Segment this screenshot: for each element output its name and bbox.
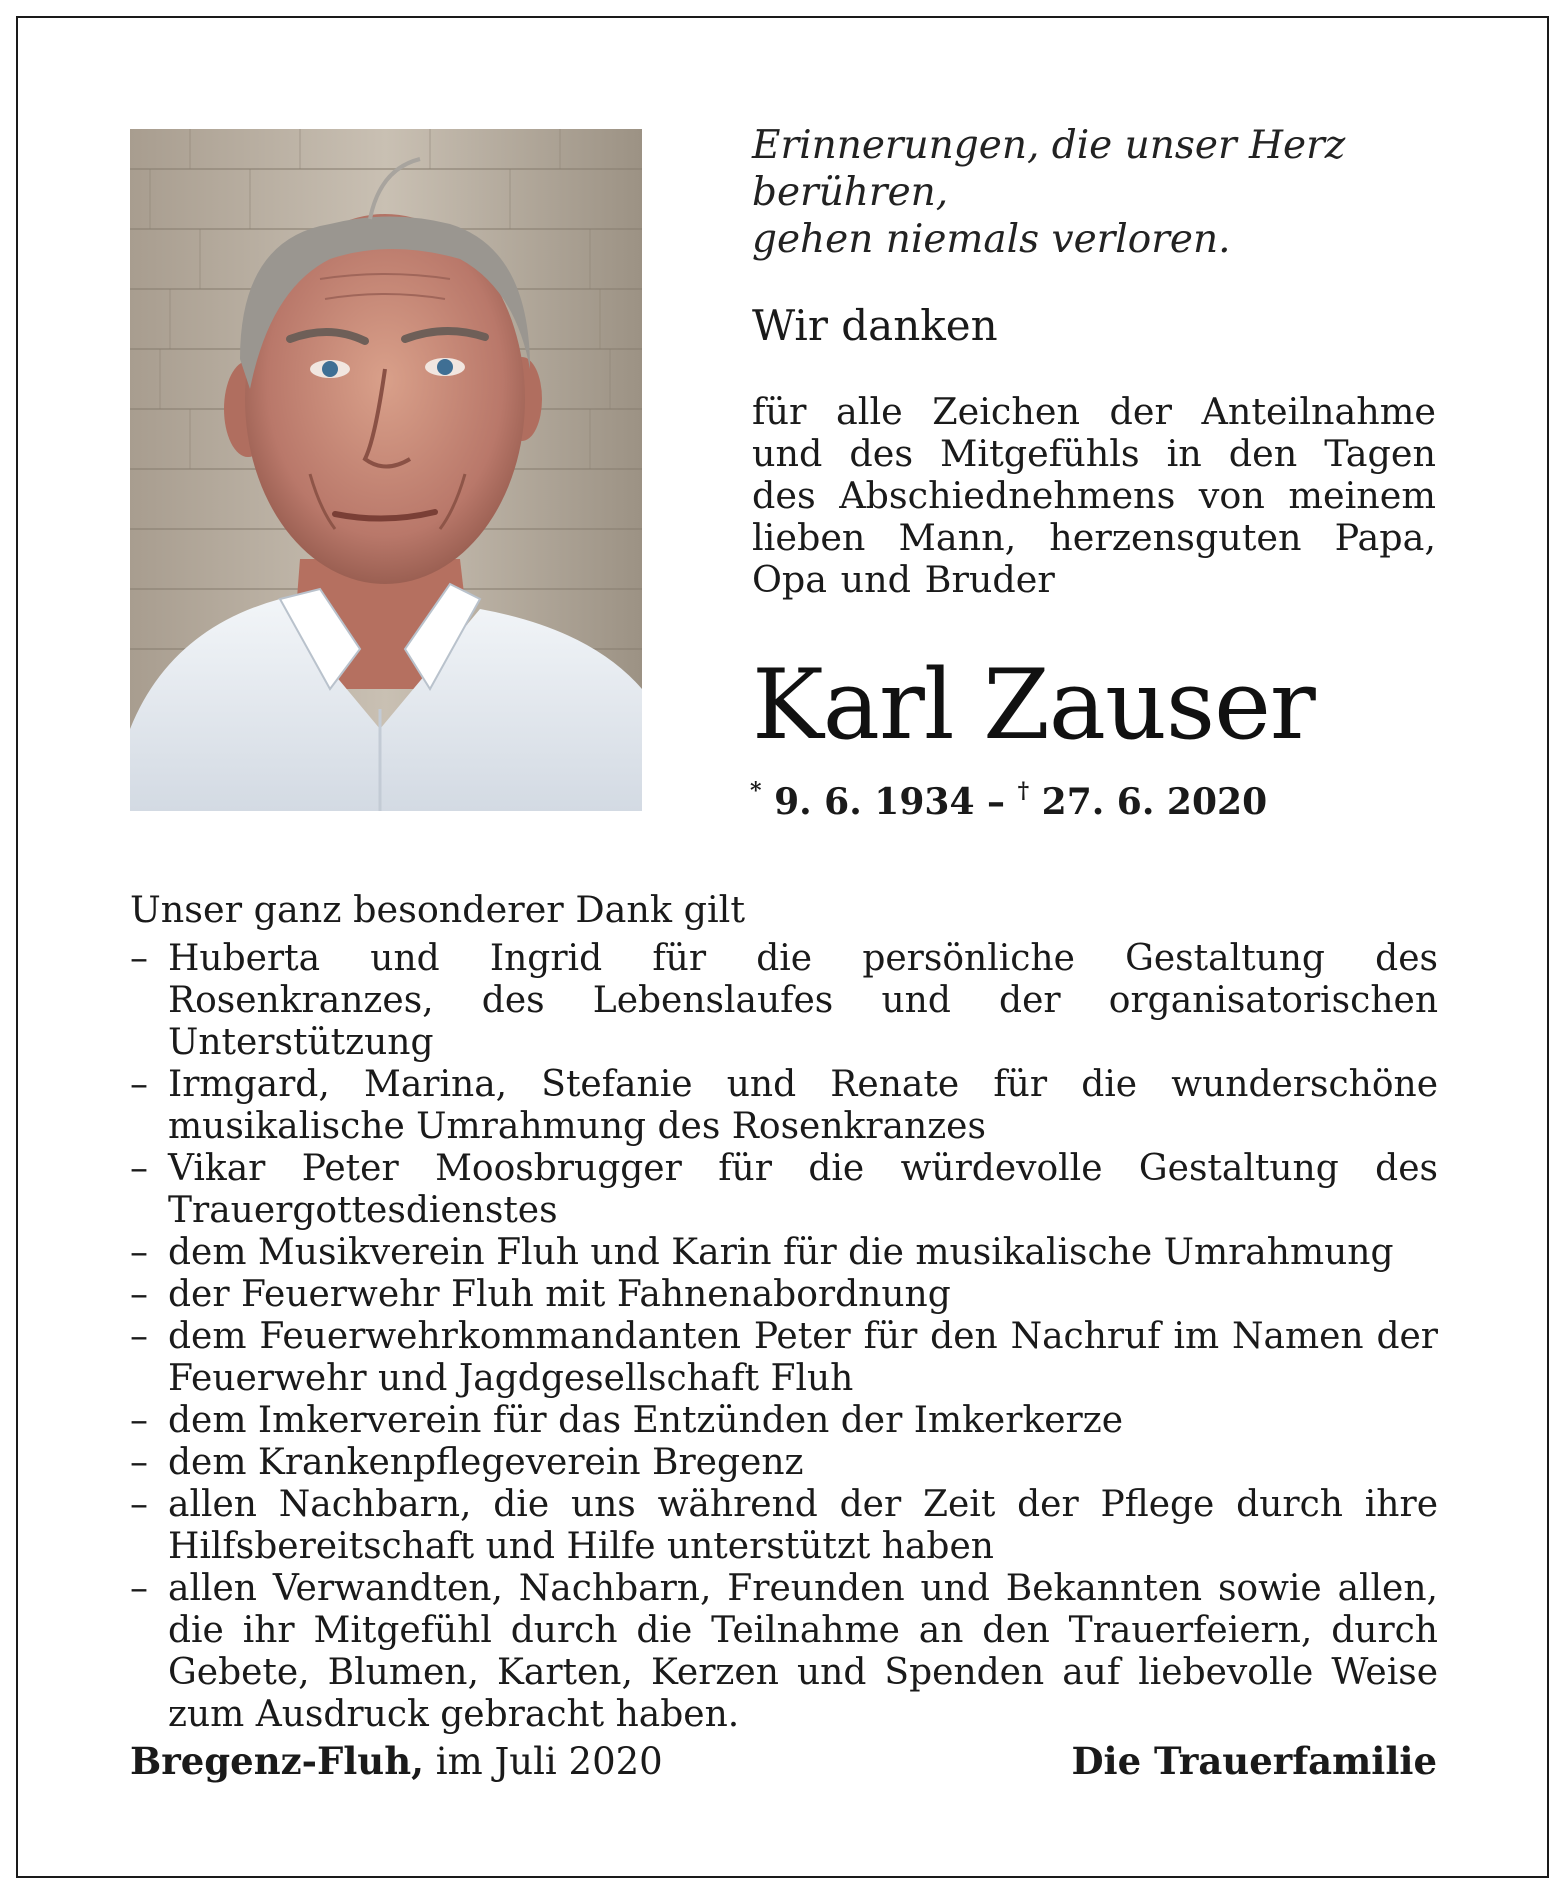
portrait-photo — [130, 129, 642, 811]
footer-signature: Die Trauerfamilie — [1071, 1739, 1437, 1783]
special-thanks-intro: Unser ganz besonderer Dank gilt — [130, 888, 745, 931]
list-item — [130, 1400, 1438, 1442]
special-thanks-list — [130, 938, 1438, 1736]
list-item — [130, 1064, 1438, 1148]
list-item — [130, 1316, 1438, 1400]
list-item-text: dem Krankenpflegeverein Bregenz — [168, 1442, 804, 1483]
list-item — [130, 1442, 1438, 1484]
death-symbol: † — [1017, 778, 1030, 804]
list-item-text: allen Nachbarn, die uns während der Zeit der Pflege durch ihre Hilfsbereitschaft und Hilfe unterstützt haben — [168, 1484, 1438, 1567]
quote-line-2: gehen niemals verloren. — [752, 217, 1231, 262]
list-item-text: dem Musikverein Fluh und Karin für die musikalische Umrahmung — [168, 1232, 1394, 1273]
life-dates — [750, 778, 1267, 823]
list-item-text: Huberta und Ingrid für die persönliche Gestaltung des Rosenkranzes, des Lebenslaufes und der organisatorischen Unterstützung — [168, 938, 1438, 1063]
list-item — [130, 938, 1438, 1064]
bullet-dash: – — [130, 1316, 148, 1357]
thanks-body: für alle Zeichen der Anteilnahme und des Mitgefühls in den Tagen des Abschiednehmens von meinem lieben Mann, herzensguten Papa, Opa und Bruder — [752, 390, 1436, 601]
list-item-text: dem Imkerverein für das Entzünden der Imkerkerze — [168, 1400, 1124, 1441]
date-separator: – — [974, 781, 1018, 823]
bullet-dash: – — [130, 938, 148, 979]
list-item — [130, 1484, 1438, 1568]
list-item-text: der Feuerwehr Fluh mit Fahnenabordnung — [168, 1274, 951, 1315]
memorial-quote — [752, 122, 1472, 263]
birth-date: 9. 6. 1934 — [774, 781, 975, 823]
footer-place-date — [130, 1739, 663, 1783]
deceased-name: Karl Zauser — [752, 649, 1315, 761]
list-item — [130, 1274, 1438, 1316]
list-item — [130, 1232, 1438, 1274]
list-item-text: Irmgard, Marina, Stefanie und Renate für die wunderschöne musikalische Umrahmung des Rosenkranzes — [168, 1064, 1438, 1147]
bullet-dash: – — [130, 1148, 148, 1189]
bullet-dash: – — [130, 1484, 148, 1525]
list-item-text: dem Feuerwehrkommandanten Peter für den Nachruf im Namen der Feuerwehr und Jagdgesellschaft Fluh — [168, 1316, 1438, 1399]
list-item — [130, 1148, 1438, 1232]
bullet-dash: – — [130, 1442, 148, 1483]
list-item-text: Vikar Peter Moosbrugger für die würdevolle Gestaltung des Trauergottesdienstes — [168, 1148, 1438, 1231]
bullet-dash: – — [130, 1568, 148, 1609]
death-date: 27. 6. 2020 — [1041, 781, 1268, 823]
quote-line-1: Erinnerungen, die unser Herz berühren, — [752, 123, 1346, 215]
list-item-text: allen Verwandten, Nachbarn, Freunden und Bekannten sowie allen, die ihr Mitgefühl durch die Teilnahme an den Trauerfeiern, durch Gebete, Blumen, Karten, Kerzen und Spenden auf liebevolle Weise zum Ausdruck gebracht haben. — [168, 1568, 1438, 1735]
list-item — [130, 1568, 1438, 1736]
bullet-dash: – — [130, 1064, 148, 1105]
birth-symbol: * — [750, 778, 762, 804]
bullet-dash: – — [130, 1274, 148, 1315]
footer-date: im Juli 2020 — [424, 1740, 663, 1783]
footer-place: Bregenz-Fluh, — [130, 1739, 424, 1783]
bullet-dash: – — [130, 1232, 148, 1273]
thanks-heading: Wir danken — [752, 301, 998, 350]
bullet-dash: – — [130, 1400, 148, 1441]
